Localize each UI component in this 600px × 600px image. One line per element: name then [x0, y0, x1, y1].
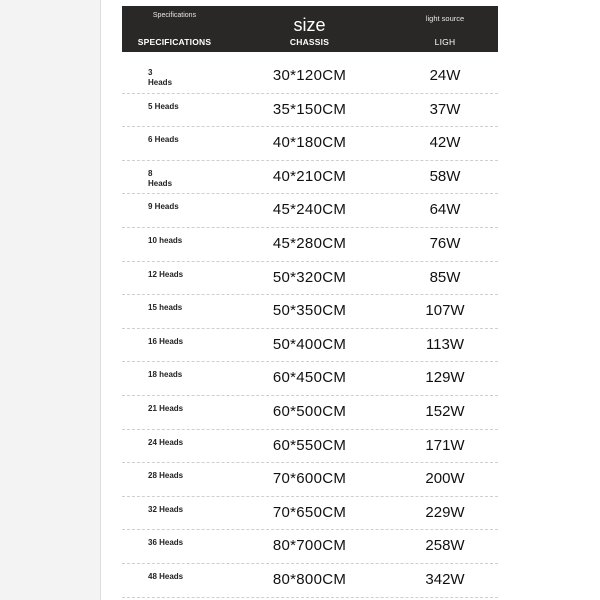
table-header [122, 6, 498, 52]
row-model: 9 Heads [148, 202, 179, 212]
header-spec-label: SPECIFICATIONS [137, 37, 212, 47]
row-wattage: 107W [425, 302, 465, 320]
row-size: 70*600CM [272, 470, 347, 488]
table-row [122, 228, 498, 262]
row-model: 36 Heads [148, 538, 184, 548]
row-wattage: 200W [425, 470, 465, 488]
row-model: 8 Heads [148, 168, 173, 188]
table-row [122, 329, 498, 363]
table-row [122, 295, 498, 329]
row-model: 32 Heads [148, 504, 184, 514]
row-wattage: 24W [429, 67, 461, 84]
row-wattage: 76W [429, 234, 461, 252]
table-row [122, 262, 498, 296]
row-wattage: 129W [425, 369, 465, 387]
row-size: 45*280CM [272, 234, 347, 252]
table-row [122, 463, 498, 497]
row-wattage: 64W [429, 201, 461, 219]
header-size-label: CHASSIS [289, 37, 330, 47]
table-row [122, 564, 498, 598]
row-model: 21 Heads [148, 403, 184, 413]
row-size: 40*210CM [272, 167, 347, 185]
row-model: 24 Heads [148, 437, 184, 447]
row-model: 12 Heads [148, 269, 184, 279]
row-size: 60*550CM [272, 436, 347, 454]
row-model: 48 Heads [148, 571, 184, 581]
header-size-big: size [293, 15, 326, 35]
table-row [122, 194, 498, 228]
row-wattage: 42W [429, 134, 461, 152]
row-size: 50*350CM [272, 302, 347, 320]
table-row [122, 497, 498, 531]
table-row [122, 396, 498, 430]
row-size: 30*120CM [272, 67, 347, 84]
table-row [122, 362, 498, 396]
row-size: 35*150CM [272, 100, 347, 118]
row-model: 15 heads [148, 303, 183, 313]
header-light-small: light source [425, 14, 465, 23]
table-row [122, 161, 498, 195]
row-wattage: 113W [425, 335, 465, 353]
table-row [122, 94, 498, 128]
row-wattage: 258W [425, 537, 465, 555]
row-size: 60*450CM [272, 369, 347, 387]
header-specifications [122, 6, 227, 52]
header-size [227, 6, 392, 52]
row-size: 80*700CM [272, 537, 347, 555]
row-model: 16 Heads [148, 336, 184, 346]
row-wattage: 37W [429, 100, 461, 118]
row-size: 60*500CM [272, 402, 347, 420]
left-gutter [0, 0, 101, 600]
row-size: 50*400CM [272, 335, 347, 353]
table-row [122, 127, 498, 161]
row-size: 50*320CM [272, 268, 347, 286]
table-body [122, 60, 498, 598]
row-wattage: 152W [425, 402, 465, 420]
table-row [122, 530, 498, 564]
table-row [122, 430, 498, 464]
row-model: 18 heads [148, 370, 183, 380]
row-size: 45*240CM [272, 201, 347, 219]
row-model: 5 Heads [148, 101, 179, 111]
row-model: 3 Heads [148, 68, 173, 87]
row-wattage: 342W [425, 570, 465, 588]
row-size: 70*650CM [272, 503, 347, 521]
row-wattage: 58W [429, 167, 461, 185]
row-model: 28 Heads [148, 471, 184, 481]
header-spec-small: Specifications [152, 12, 197, 19]
row-wattage: 171W [425, 436, 465, 454]
spec-table-card [122, 0, 498, 600]
header-light-label: LIGH [434, 37, 456, 47]
row-wattage: 229W [425, 503, 465, 521]
row-size: 80*800CM [272, 570, 347, 588]
row-wattage: 85W [429, 268, 461, 286]
table-row [122, 60, 498, 94]
header-light-source [392, 6, 498, 52]
row-model: 6 Heads [148, 135, 179, 145]
row-model: 10 heads [148, 235, 183, 245]
row-size: 40*180CM [272, 134, 347, 152]
